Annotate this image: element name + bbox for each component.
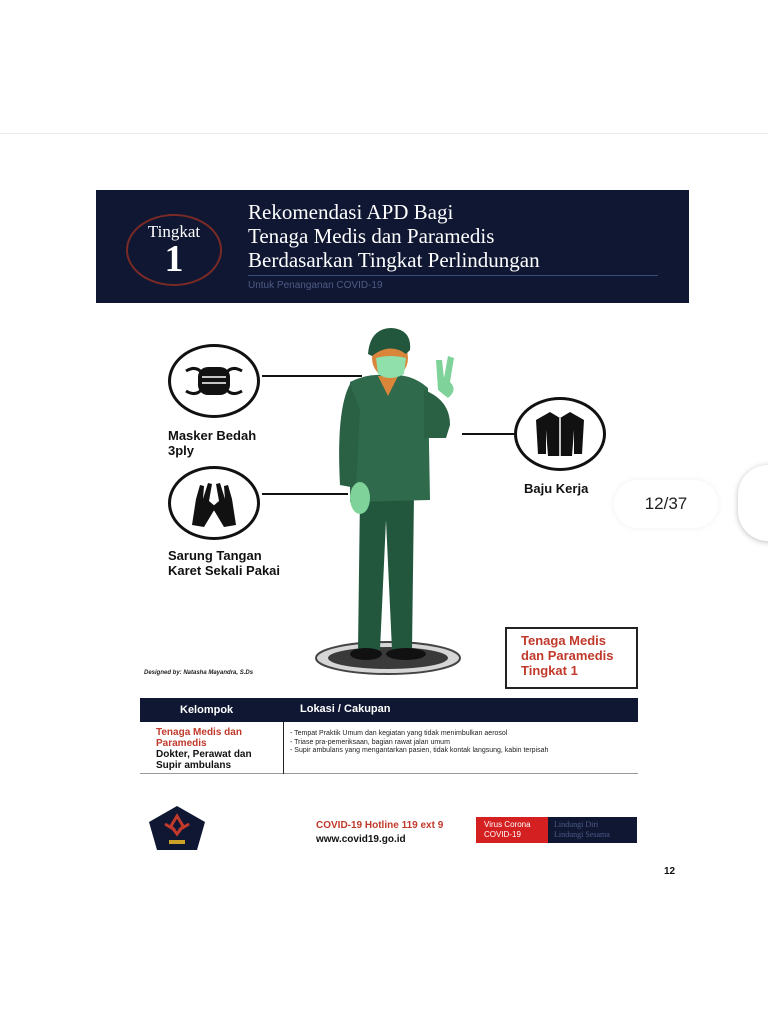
page-counter: 12/37 — [614, 480, 718, 528]
header-banner — [96, 190, 689, 303]
location-item: - Supir ambulans yang mengantarkan pasien, tidak kontak langsung, kabin terpisah — [290, 747, 549, 754]
hotline-text: COVID-19 Hotline 119 ext 9 — [316, 820, 444, 831]
mask-label-line-1: Masker Bedah — [168, 428, 257, 443]
national-emblem-icon — [147, 804, 207, 852]
slogan-tag — [548, 817, 637, 843]
tag-red-line-2: COVID-19 — [484, 830, 521, 839]
tag-red-line-1: Virus Corona — [484, 820, 531, 829]
jacket-icon — [534, 410, 586, 458]
gloves-leader-line — [262, 493, 348, 495]
floor-shadow-inner — [328, 647, 448, 669]
column-divider — [283, 722, 284, 774]
page-separator — [0, 133, 768, 134]
title-line-2: Tenaga Medis dan Paramedis — [248, 224, 495, 248]
gloves-label-line-1: Sarung Tangan — [168, 548, 262, 563]
location-cell — [290, 730, 548, 756]
jacket-label: Baju Kerja — [524, 481, 589, 496]
tag-navy-line-2: Lindungi Sesama — [554, 830, 610, 839]
group-line-4: Supir ambulans — [156, 760, 232, 771]
table-header — [140, 698, 638, 722]
group-line-3: Dokter, Perawat dan — [156, 749, 252, 760]
jacket-leader-line — [462, 433, 514, 435]
level-number: 1 — [164, 238, 184, 280]
tag-navy-line-1: Lindungi Diri — [554, 820, 599, 829]
mask-icon-circle — [168, 344, 260, 418]
banner-title — [248, 200, 540, 272]
trousers — [358, 495, 414, 650]
column-header-location: Lokasi / Cakupan — [300, 703, 391, 715]
gloves-label — [168, 548, 280, 578]
location-item: - Triase pra-pemeriksaan, bagian rawat jalan umum — [290, 738, 450, 746]
page-number: 12 — [664, 866, 676, 877]
left-glove — [350, 482, 370, 514]
level-callout-box — [505, 627, 638, 689]
banner-divider — [248, 275, 658, 276]
group-cell — [156, 727, 252, 771]
gloves-icon-circle — [168, 466, 260, 540]
mask-label-line-2: 3ply — [168, 443, 195, 458]
health-worker-illustration — [300, 320, 470, 680]
website-link[interactable]: www.covid19.go.id — [316, 834, 406, 845]
right-glove — [436, 356, 454, 398]
level-label: Tingkat — [147, 222, 201, 241]
face-mask — [376, 356, 406, 378]
gloves-label-line-2: Karet Sekali Pakai — [168, 563, 281, 578]
jacket-icon-circle — [514, 397, 606, 471]
level-badge — [126, 214, 222, 286]
right-arm — [424, 390, 450, 438]
callout-line-1: Tenaga Medis — [521, 633, 607, 648]
title-line-3: Berdasarkan Tingkat Perlindungan — [248, 248, 540, 272]
right-shoe — [386, 648, 426, 660]
table-row — [140, 722, 638, 774]
next-page-tab[interactable] — [738, 465, 768, 541]
gloves-icon — [186, 477, 242, 529]
mask-icon — [182, 361, 246, 401]
banner-subtitle: Untuk Penanganan COVID-19 — [248, 280, 383, 291]
column-header-group: Kelompok — [180, 704, 234, 716]
designer-credit: Designed by: Natasha Mayandra, S.Ds — [144, 670, 254, 676]
location-item: - Tempat Praktik Umum dan kegiatan yang tidak menimbulkan aerosol — [290, 730, 508, 737]
group-line-2: Paramedis — [156, 738, 207, 749]
mask-label — [168, 428, 256, 458]
left-shoe — [350, 648, 382, 660]
group-line-1: Tenaga Medis dan — [156, 727, 242, 738]
mask-leader-line — [262, 375, 362, 377]
virus-corona-tag — [476, 817, 548, 843]
callout-line-2: dan Paramedis — [521, 648, 614, 663]
callout-line-3: Tingkat 1 — [521, 663, 578, 678]
title-line-1: Rekomendasi APD Bagi — [248, 200, 454, 224]
